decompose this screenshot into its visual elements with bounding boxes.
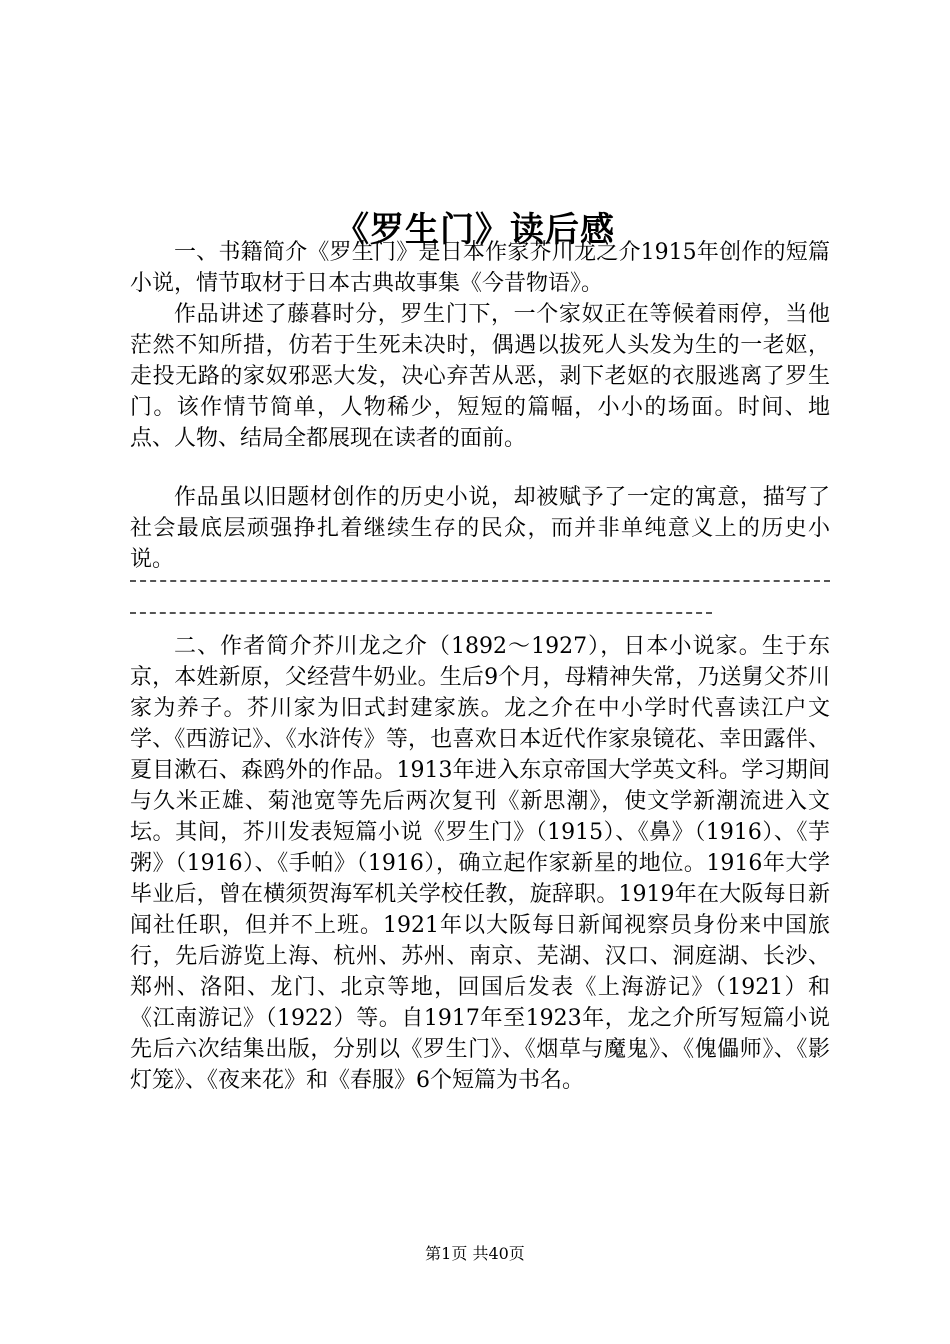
dashed-divider: [130, 580, 830, 582]
dashed-divider: [130, 612, 712, 614]
paragraph-meaning: 作品虽以旧题材创作的历史小说，却被赋予了一定的寓意，描写了社会最底层顽强挣扎着继续生存的民众，而并非单纯意义上的历史小说。: [130, 485, 830, 572]
page-footer: 第1页 共40页: [425, 1244, 525, 1263]
paragraph-book-intro: 一、书籍简介《罗生门》是日本作家芥川龙之介1915年创作的短篇小说，情节取材于日本古典故事集《今昔物语》。: [130, 240, 830, 296]
page-title: 《罗生门》读后感: [335, 209, 615, 250]
paragraph-plot-summary: 作品讲述了藤暮时分，罗生门下，一个家奴正在等候着雨停，当他茫然不知所措，仿若于生死未决时，偶遇以拔死人头发为生的一老妪，走投无路的家奴邪恶大发，决心弃苦从恶，剥下老妪的衣服逃离了罗生门。该作情节简单，人物稀少，短短的篇幅，小小的场面。时间、地点、人物、结局全都展现在读者的面前。: [130, 302, 830, 451]
paragraph-author-intro: 二、作者简介芥川龙之介（1892～1927），日本小说家。生于东京，本姓新原，父经营牛奶业。生后9个月，母精神失常，乃送舅父芥川家为养子。芥川家为旧式封建家族。龙之介在中小学时代喜读江户文学、《西游记》、《水浒传》等，也喜欢日本近代作家泉镜花、幸田露伴、夏目漱石、森鸥外的作品。1913年进入东京帝国大学英文科。学习期间与久米正雄、菊池宽等先后两次复刊《新思潮》，使文学新潮流进入文坛。其间，芥川发表短篇小说《罗生门》（1915）、《鼻》（1916）、《芋粥》（1916）、《手帕》（1916），确立起作家新星的地位。1916年大学毕业后，曾在横须贺海军机关学校任教，旋辞职。1919年在大阪每日新闻社任职，但并不上班。1921年以大阪每日新闻视察员身份来中国旅行，先后游览上海、杭州、苏州、南京、芜湖、汉口、洞庭湖、长沙、郑州、洛阳、龙门、北京等地，回国后发表《上海游记》（1921）和《江南游记》（1922）等。自1917年至1923年，龙之介所写短篇小说先后六次结集出版，分别以《罗生门》、《烟草与魔鬼》、《傀儡师》、《影灯笼》、《夜来花》和《春服》6个短篇为书名。: [130, 634, 830, 1093]
